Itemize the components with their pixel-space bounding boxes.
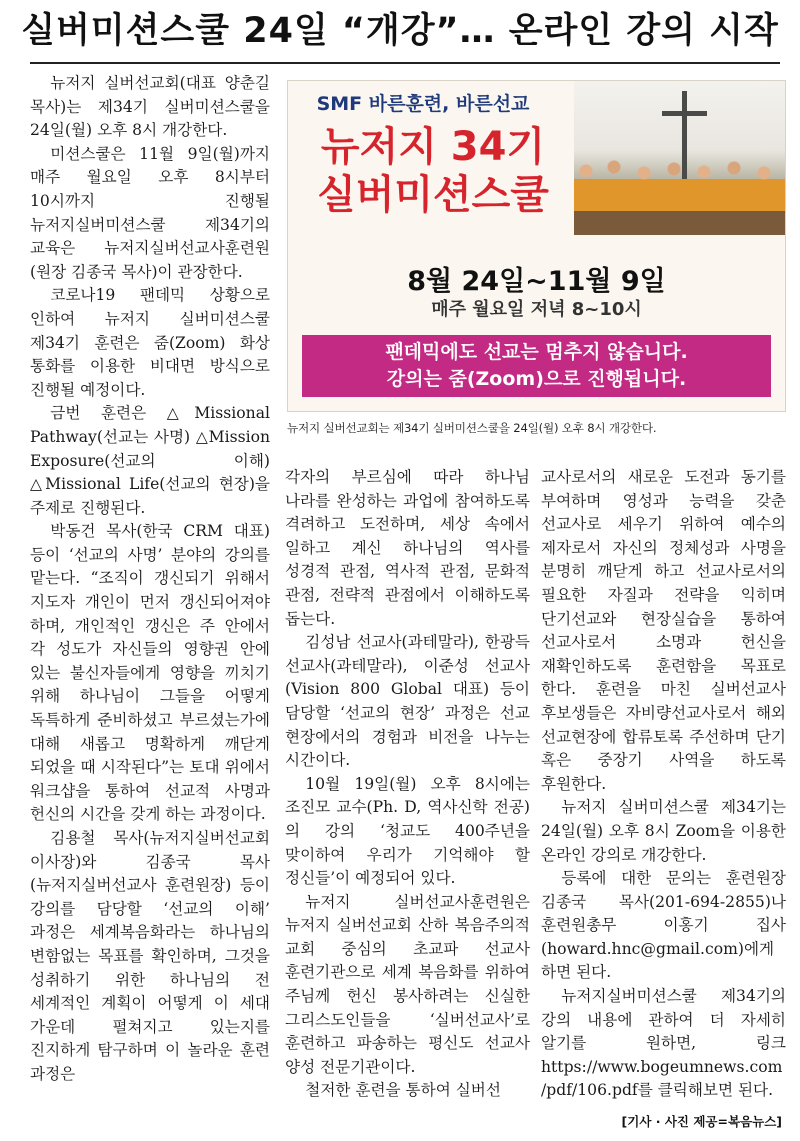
paragraph: 뉴저지실버미션스쿨 제34기의 강의 내용에 관하여 더 자세히 알기를 원하면, 링크 https://www.bogeumnews.com/pdf/106.pdf를 클릭해보면 된다.	[541, 987, 786, 1100]
paragraph: 철저한 훈련을 통하여 실버선	[305, 1081, 501, 1100]
promo-image	[287, 80, 786, 412]
paragraph: 코로나19 팬데믹 상황으로 인하여 뉴저지 실버미션스쿨 제34기 훈련은 줌(Zoom) 화상 통화를 이용한 비대면 방식으로 진행될 예정이다.	[30, 286, 270, 399]
headline: 실버미션스쿨 24일 “개강”… 온라인 강의 시작	[21, 11, 779, 51]
paragraph: 미션스쿨은 11월 9일(월)까지 매주 월요일 오후 8시부터 10시까지 진행될 뉴저지실버미션스쿨 제34기의 교육은 뉴저지실버선교사훈련원(원장 김종국 목사)이 관장한다.	[30, 144, 270, 281]
paragraph: 박동건 목사(한국 CRM 대표) 등이 ‘선교의 사명’ 분야의 강의를 맡는다. “조직이 갱신되기 위해서 지도자 개인이 먼저 갱신되어져야 하며, 개인적인 갱신은 주 안에서 각 성도가 자신들의 영향권 안에 있는 불신자들에게 영향을 끼치기 위해 하나님이 그들을 어떻게 독특하게 준비하셨고 부르셨는가에 대해 새롭고 명확하게 깨닫게 되었을 때 시작된다”는 토대 위에서 워크샵을 통하여 선교적 사명과 헌신의 시간을 갖게 하는 과정이다.	[30, 522, 270, 824]
paragraph: 10월 19일(월) 오후 8시에는 조진모 교수(Ph. D, 역사신학 전공)의 강의 ‘청교도 400주년을 맞이하여 우리가 기억해야 할 정신들’이 예정되어 있다.	[285, 774, 530, 888]
paragraph: 등록에 대한 문의는 훈련원장 김종국 목사(201-694-2855)나 훈련원총무 이홍기 집사(howard.hnc@gmail.com)에게 하면 된다.	[541, 869, 786, 982]
group-photo-people	[574, 151, 785, 235]
paragraph: 금번 훈련은 △Missional Pathway(선교는 사명) △Mission Exposure(선교의 이해) △Missional Life(선교의 현장)을 주제로 진행된다.	[30, 404, 270, 517]
promo-banner-line-2: 강의는 줌(Zoom)으로 진행됩니다.	[386, 368, 687, 390]
promo-banner-line-1: 팬데믹에도 선교는 멈추지 않습니다.	[385, 341, 688, 363]
promo-tagline: SMF 바른훈련, 바른선교	[316, 93, 530, 115]
article-credit: [기사 · 사진 제공=복음뉴스]	[621, 1114, 782, 1129]
paragraph: 뉴저지 실버선교회(대표 양춘길 목사)는 제34기 실버미션스쿨을 24일(월) 오후 8시 개강한다.	[30, 74, 270, 140]
paragraph: 김용철 목사(뉴저지실버선교회 이사장)와 김종국 목사(뉴저지실버선교사 훈련원장) 등이 강의를 담당할 ‘선교의 이해’ 과정은 세계복음화라는 하나님의 변함없는 목표를 확인하며, 그것을 성취하기 위한 하나님의 전 세계적인 계획이 어떻게 이 세대 가운데 펼쳐지고 있는지를 진지하게 탐구하며 이 놀라운 훈련 과정은	[30, 829, 270, 1083]
promo-banner	[302, 335, 771, 397]
promo-time: 매주 월요일 저녁 8~10시	[431, 299, 642, 320]
article-column-1	[30, 72, 270, 1087]
photo-caption: 뉴저지 실버선교회는 제34기 실버미션스쿨을 24일(월) 오후 8시 개강한다.	[287, 421, 657, 435]
paragraph: 뉴저지 실버미션스쿨 제34기는 24일(월) 오후 8시 Zoom을 이용한 온라인 강의로 개강한다.	[541, 798, 786, 864]
paragraph: 뉴저지 실버선교사훈련원은 뉴저지 실버선교회 산하 복음주의적 교회 중심의 초교파 선교사 훈련기관으로 세계 복음화를 위하여 주님께 헌신 봉사하려는 신실한 그리스도인들을 ‘실버선교사’로 훈련하고 파송하는 평신도 선교사 양성 전문기관이다.	[285, 892, 530, 1076]
promo-title-line-2: 실버미션스쿨	[317, 172, 549, 218]
headline-rule	[30, 62, 780, 64]
group-photo	[574, 81, 785, 235]
promo-title-line-1: 뉴저지 34기	[320, 124, 546, 170]
paragraph: 김성남 선교사(과테말라), 한광득 선교사(과테말라), 이준성 선교사(Vision 800 Global 대표) 등이 담당할 ‘선교의 현장’ 과정은 선교 현장에서의 경험과 비전을 나누는 시간이다.	[285, 633, 530, 770]
article-column-3	[541, 466, 786, 1103]
paragraph: 각자의 부르심에 따라 하나님 나라를 완성하는 과업에 참여하도록 격려하고 도전하며, 세상 속에서 일하고 계신 하나님의 역사를 성경적 관점, 역사적 관점, 문화적 관점, 전략적 관점에서 이해하도록 돕는다.	[285, 468, 530, 628]
article-column-2	[285, 466, 530, 1103]
paragraph: 교사로서의 새로운 도전과 동기를 부여하며 영성과 능력을 갖춘 선교사로 세우기 위하여 예수의 제자로서 자신의 정체성과 사명을 분명히 깨닫게 하고 선교사로서의 필요한 자질과 전략을 익히며 단기선교와 현장실습을 통하여 선교사로서 소명과 헌신을 재확인하도록 훈련함을 목표로 한다. 훈련을 마친 실버선교사 후보생들은 자비량선교사로서 해외 선교현장에 합류토록 주선하며 단기 혹은 중장기 사역을 하도록 후원한다.	[541, 468, 786, 793]
promo-title	[288, 123, 578, 219]
promo-dates: 8월 24일~11월 9일	[407, 266, 666, 297]
